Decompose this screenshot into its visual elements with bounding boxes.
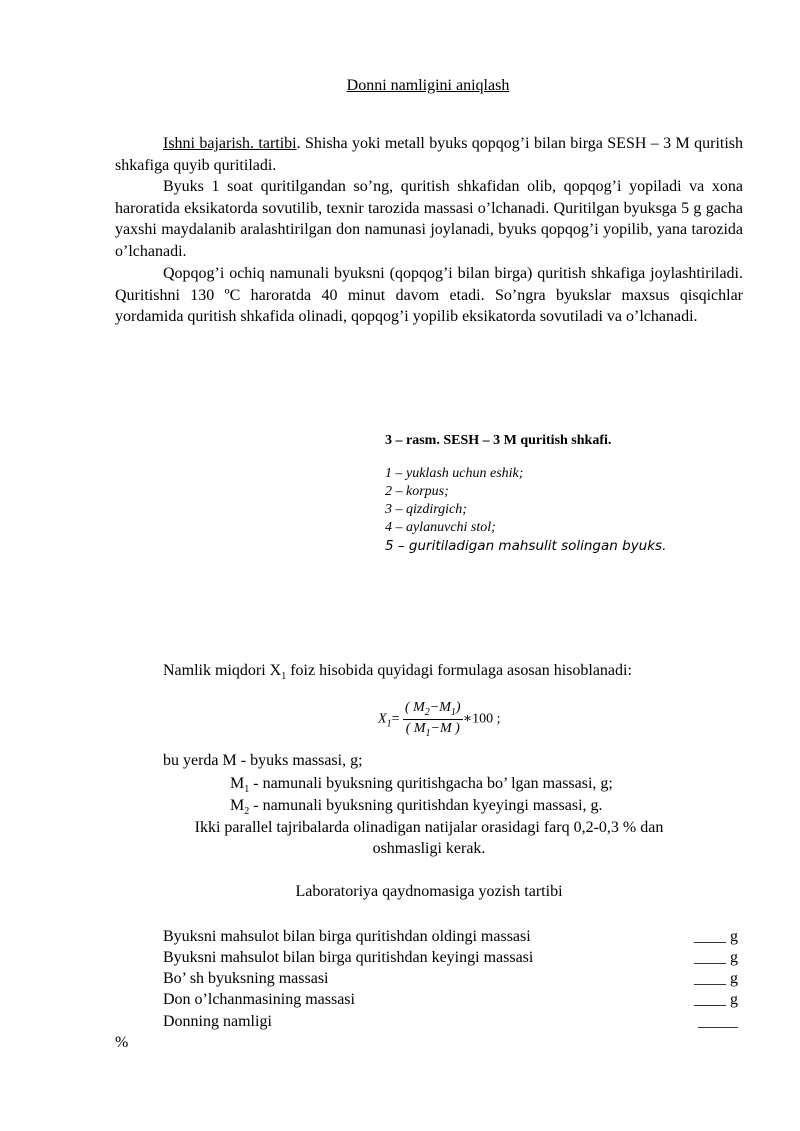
- formula-denominator: [403, 720, 463, 739]
- log-row: [163, 989, 743, 1010]
- formula-fraction: [403, 700, 463, 739]
- formula-intro: [163, 660, 632, 687]
- paragraph-procedure-2: [115, 176, 743, 262]
- definition-m2-text: - namunali byuksning quritishdan kyeyingi massasi, g.: [249, 797, 603, 814]
- log-row-label: Don o’lchanmasining massasi: [163, 991, 355, 1008]
- formula-equals: =: [391, 711, 400, 727]
- definition-m1-subscript: 1: [244, 784, 250, 796]
- log-title: Laboratoriya qaydnomasiga yozish tartibi: [295, 883, 563, 900]
- figure-caption: [385, 432, 765, 555]
- moisture-formula: [378, 700, 500, 739]
- denominator-open: ( M: [405, 720, 426, 736]
- tolerance-note-line-1: Ikki parallel tajribalarda olinadigan natijalar orasidagi farq 0,2-0,3 % dan: [194, 819, 664, 836]
- figure-caption-item: 4 – aylanuvchi stol;: [385, 520, 496, 535]
- figure-caption-item: 1 – yuklash uchun eshik;: [385, 466, 524, 481]
- log-row-label: Bo’ sh byuksning massasi: [163, 970, 329, 987]
- procedure-text-1: . Shisha yoki metall byuks qopqog’i bilan birga SESH – 3 M quritish shkafiga quyib quritiladi.: [115, 135, 744, 174]
- procedure-heading: Ishni bajarish. tartibi: [163, 135, 297, 152]
- trailing-percent: %: [115, 1034, 129, 1051]
- formula-intro-text: Namlik miqdori X: [163, 662, 282, 679]
- log-row-blank: _____: [698, 1013, 738, 1030]
- formula-intro-subscript: 1: [281, 671, 287, 683]
- log-row-blank: ____ g: [694, 970, 738, 987]
- numerator-open: ( M: [404, 700, 425, 715]
- formula-lhs: X: [378, 711, 387, 727]
- figure-caption-title: 3 – rasm. SESH – 3 M quritish shkafi.: [385, 433, 612, 448]
- log-row-label: Donning namligi: [163, 1013, 272, 1030]
- log-row-blank: ____ g: [694, 991, 738, 1008]
- numerator-close: ): [455, 700, 461, 715]
- log-row: [163, 947, 743, 968]
- log-row-label: Byuksni mahsulot bilan birga quritishdan keyingi massasi: [163, 949, 534, 966]
- numerator-subscript-2: 1: [450, 706, 456, 718]
- definition-m: bu yerda M - byuks massasi, g;: [163, 752, 363, 769]
- tolerance-note-line-2: oshmasligi kerak.: [372, 840, 486, 857]
- figure-caption-item: 2 – korpus;: [385, 484, 449, 499]
- log-row: [163, 1011, 743, 1032]
- denominator-close: −M ): [430, 720, 460, 736]
- log-row-blank: ____ g: [694, 949, 738, 966]
- procedure-text-3: Qopqog’i ochiq namunali byuksni (qopqog’i bilan birga) quritish shkafiga joylashtiriladi. Quritishni 130 ºC haroratda 40 minut davom etadi. So’ngra byukslar maxsus qisqichlar yordamida quritish shkafida olinadi, qopqog’i yopilib eksikatorda sovutiladi va o’lchanadi.: [115, 265, 743, 325]
- formula-numerator: [403, 700, 463, 720]
- numerator-minus: −M: [429, 700, 451, 715]
- numerator-subscript-1: 2: [424, 706, 430, 718]
- log-row: [163, 926, 743, 947]
- procedure-text-2: Byuks 1 soat quritilgandan so’ng, quritish shkafidan olib, qopqog’i yopiladi va xona haroratida eksikatorda sovutilib, texnir tarozida massasi o’lchanadi. Quritilgan byuksga 5 g gacha yaxshi maydalanib aralashtirilgan don namunasi joylanadi, byuks qopqog’i yopilib, yana tarozida o’lchanadi.: [115, 178, 743, 260]
- paragraph-procedure-1: [115, 133, 743, 176]
- figure-caption-item: 3 – qizdirgich;: [385, 502, 467, 517]
- denominator-subscript: 1: [425, 727, 431, 739]
- page-title: Donni namligini aniqlash: [346, 77, 510, 94]
- figure-caption-item: 5 – guritiladigan mahsulit solingan byuks.: [385, 538, 667, 554]
- definition-m1-label: M: [230, 775, 245, 792]
- formula-lhs-subscript: 1: [386, 718, 392, 730]
- paragraph-procedure-3: [115, 263, 743, 328]
- definition-m2-label: M: [230, 797, 245, 814]
- log-row-blank: ____ g: [694, 928, 738, 945]
- log-row: [163, 968, 743, 989]
- log-row-label: Byuksni mahsulot bilan birga quritishdan oldingi massasi: [163, 928, 531, 945]
- formula-intro-text-end: foiz hisobida quyidagi formulaga asosan hisoblanadi:: [286, 662, 632, 679]
- definition-m2-subscript: 2: [244, 806, 250, 818]
- formula-tail: ∗100 ;: [462, 711, 501, 727]
- definition-m1-text: - namunali byuksning quritishgacha bo’ lgan massasi, g;: [249, 775, 613, 792]
